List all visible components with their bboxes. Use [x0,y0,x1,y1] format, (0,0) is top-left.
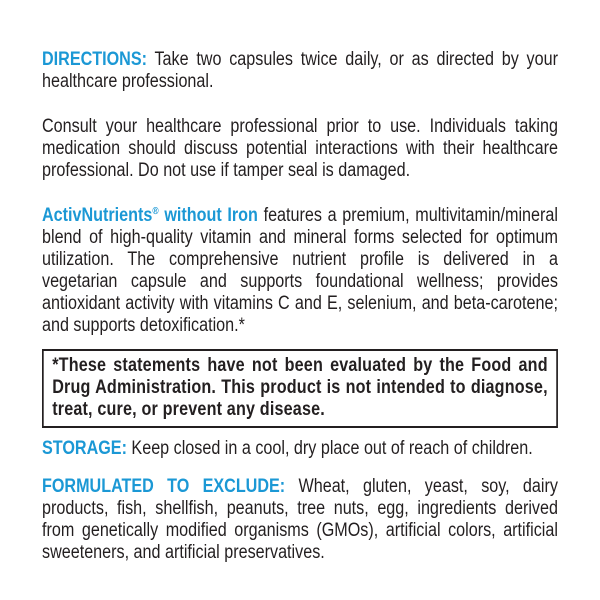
directions-text: Take two capsules twice daily, or as directed by your healthcare professional. [42,49,558,92]
fda-disclaimer-box [42,349,558,428]
caution-text: Consult your healthcare professional prior to use. Individuals taking medication should discuss potential interactions with their healthcare professional. Do not use if tamper seal is damaged. [42,116,558,181]
description-section [42,205,558,337]
description-text: features a premium, multivitamin/mineral blend of high-quality vitamin and mineral forms selected for optimum utilization. The comprehensive nutrient profile is delivered in a vegetarian capsule and supports foundational wellness; provides antioxidant activity with vitamins C and E, selenium, and beta-carotene; and supports detoxification.* [42,205,558,336]
storage-label: STORAGE: [42,438,127,459]
exclusions-text: Wheat, gluten, yeast, soy, dairy products, fish, shellfish, peanuts, tree nuts, egg, ingredients derived from genetically modified organisms (GMOs), artificial colors, artificial sweeteners, and artificial preservatives. [42,476,558,563]
directions-section [42,49,558,93]
storage-text: Keep closed in a cool, dry place out of reach of children. [126,438,533,459]
product-label [42,49,558,564]
fda-disclaimer: *These statements have not been evaluated by the Food and Drug Administration. This product is not intended to diagnose, treat, cure, or prevent any disease. [52,355,548,420]
directions-label: DIRECTIONS: [42,49,147,70]
storage-section [42,438,558,460]
brand-name: ActivNutrients [42,205,153,226]
product-variant: without Iron [158,205,258,226]
exclusions-label: FORMULATED TO EXCLUDE: [42,476,286,497]
registered-mark: ® [152,206,159,217]
exclusions-section [42,476,558,564]
